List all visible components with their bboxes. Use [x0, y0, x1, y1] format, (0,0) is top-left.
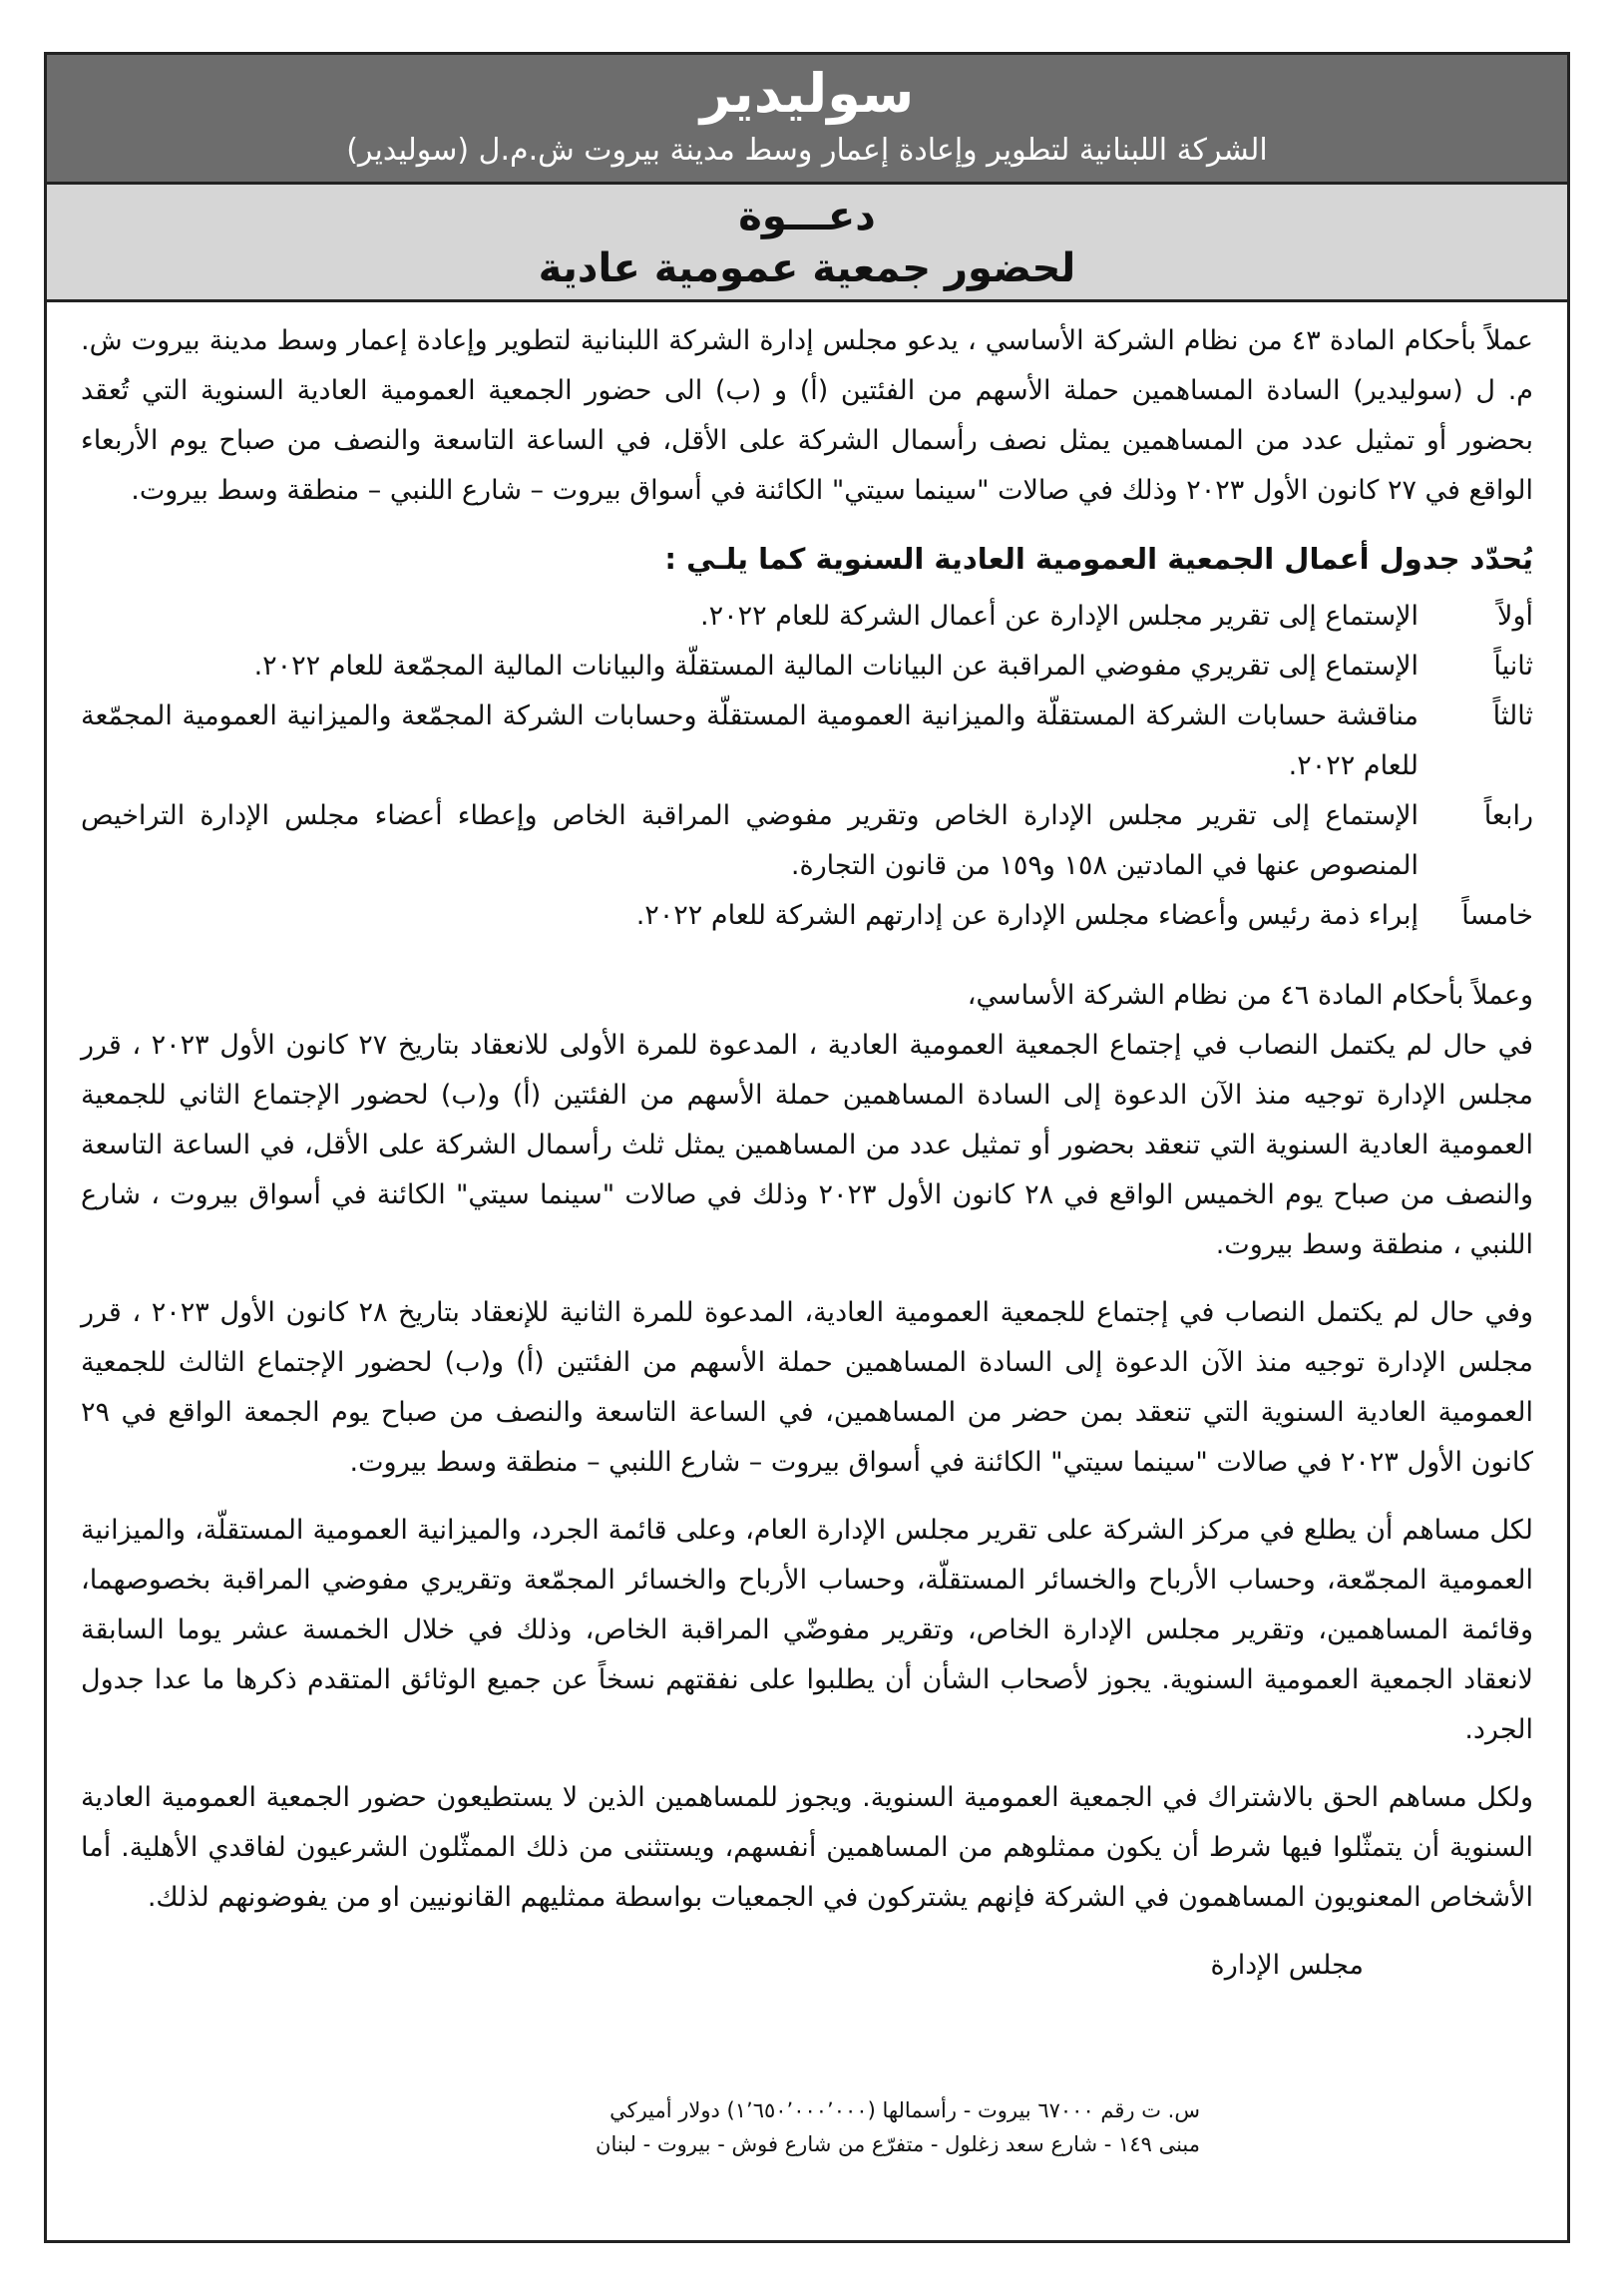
agenda-item-number: خامساً: [1461, 900, 1533, 931]
footer-address: مبنى ١٤٩ - شارع سعد زغلول - متفرّع من شارع فوش - بيروت - لبنان: [596, 2132, 1200, 2156]
company-logo: سوليدير: [699, 62, 915, 125]
agenda-item: [81, 891, 1533, 941]
title-band: [47, 185, 1567, 302]
footer-info: [596, 2093, 1200, 2161]
agenda-item: [81, 691, 1533, 791]
footer-registration: س. ت رقم ٦٧٠٠٠ بيروت - رأسمالها (١٬٦٥٠٬٠٠٠٬٠٠٠) دولار أميركي: [609, 2098, 1200, 2122]
agenda-item-text: الإستماع إلى تقرير مجلس الإدارة عن أعمال الشركة للعام ٢٠٢٢.: [700, 601, 1418, 632]
agenda-item-number: ثانياً: [1493, 651, 1533, 682]
notice-body: [47, 302, 1567, 1991]
documents-paragraph: لكل مساهم أن يطلع في مركز الشركة على تقرير مجلس الإدارة العام، وعلى قائمة الجرد، والميزانية العمومية المستقلّة، والميزانية العمومية المجمّعة، وحساب الأرباح والخسائر المستقلّة، وحساب الأرباح والخسائر المجمّعة وتقريري مفوضي المراقبة بخصوصهما، وقائمة المساهمين، وتقرير مجلس الإدارة الخاص، وتقرير مفوضّي المراقبة الخاص، وذلك في خلال الخمسة عشر يوما السابقة لانعقاد الجمعية العمومية السنوية. يجوز لأصحاب الشأن أن يطلبوا على نفقتهم نسخاً عن جميع الوثائق المتقدم ذكرها ما عدا جدول الجرد.: [81, 1515, 1533, 1745]
agenda-item-text: مناقشة حسابات الشركة المستقلّة والميزانية العمومية المستقلّة وحسابات الشركة المجمّعة والميزانية العمومية المجمّعة للعام ٢٠٢٢.: [81, 700, 1418, 781]
second-meeting-paragraph: في حال لم يكتمل النصاب في إجتماع الجمعية العمومية العادية ، المدعوة للمرة الأولى للانعقاد بتاريخ ٢٧ كانون الأول ٢٠٢٣ ، قرر مجلس الإدارة توجيه منذ الآن الدعوة إلى السادة المساهمين حملة الأسهم من الفئتين (أ) و(ب) لحضور الإجتماع الثاني للجمعية العمومية العادية السنوية التي تنعقد بحضور أو تمثيل عدد من المساهمين يمثل ثلث رأسمال الشركة على الأقل، في الساعة التاسعة والنصف من صباح يوم الخميس الواقع في ٢٨ كانون الأول ٢٠٢٣ وذلك في صالات "سينما سيتي" الكائنة في أسواق بيروت ، شارع اللنبي ، منطقة وسط بيروت.: [81, 1030, 1533, 1260]
participation-paragraph: ولكل مساهم الحق بالاشتراك في الجمعية العمومية السنوية. ويجوز للمساهمين الذين لا يستطيعون حضور الجمعية العمومية العادية السنوية أن يتمثّلوا فيها شرط أن يكون ممثلوهم من المساهمين أنفسهم، ويستثنى من ذلك الممثّلون الشرعيون لفاقدي الأهلية. أما الأشخاص المعنويون المساهمون في الشركة فإنهم يشتركون في الجمعيات بواسطة ممثليهم القانونيين او من يفوضونهم لذلك.: [81, 1782, 1533, 1913]
header-band: [47, 55, 1567, 185]
notice-subtitle: لحضور جمعية عمومية عادية: [538, 245, 1076, 291]
agenda-heading: يُحدّد جدول أعمال الجمعية العمومية العادية السنوية كما يلـي :: [664, 542, 1533, 576]
agenda-item-number: ثالثاً: [1492, 700, 1533, 731]
company-name: الشركة اللبنانية لتطوير وإعادة إعمار وسط مدينة بيروت ش.م.ل (سوليدير): [346, 133, 1268, 168]
agenda-item: [81, 791, 1533, 891]
agenda-item-number: أولاً: [1497, 601, 1533, 632]
agenda-item-text: الإستماع إلى تقريري مفوضي المراقبة عن البيانات المالية المستقلّة والبيانات المالية المجمّعة للعام ٢٠٢٢.: [253, 651, 1418, 682]
third-meeting-paragraph: وفي حال لم يكتمل النصاب في إجتماع للجمعية العمومية العادية، المدعوة للمرة الثانية للإنعقاد بتاريخ ٢٨ كانون الأول ٢٠٢٣ ، قرر مجلس الإدارة توجيه منذ الآن الدعوة إلى السادة المساهمين حملة الأسهم من الفئتين (أ) و(ب) لحضور الإجتماع الثالث للجمعية العمومية العادية السنوية التي تنعقد بمن حضر من المساهمين، في الساعة التاسعة والنصف من صباح يوم الجمعة الواقع في ٢٩ كانون الأول ٢٠٢٣ في صالات "سينما سيتي" الكائنة في أسواق بيروت – شارع اللنبي – منطقة وسط بيروت.: [81, 1297, 1534, 1478]
intro-paragraph: عملاً بأحكام المادة ٤٣ من نظام الشركة الأساسي ، يدعو مجلس إدارة الشركة اللبنانية لتطوير وإعادة إعمار وسط مدينة بيروت ش. م. ل (سوليدير) السادة المساهمين حملة الأسهم من الفئتين (أ) و (ب) الى حضور الجمعية العمومية العادية السنوية التي تُعقد بحضور أو تمثيل عدد من المساهمين يمثل نصف رأسمال الشركة على الأقل، في الساعة التاسعة والنصف من صباح يوم الأربعاء الواقع في ٢٧ كانون الأول ٢٠٢٣ وذلك في صالات "سينما سيتي" الكائنة في أسواق بيروت – شارع اللنبي – منطقة وسط بيروت.: [81, 325, 1533, 506]
article-46-line: وعملاً بأحكام المادة ٤٦ من نظام الشركة الأساسي،: [967, 980, 1533, 1011]
signature: مجلس الإدارة: [1210, 1950, 1364, 1981]
agenda-item-number: رابعاً: [1483, 800, 1533, 831]
agenda-item: [81, 592, 1533, 642]
notice-title: دعـــوة: [738, 194, 876, 239]
agenda-item-text: الإستماع إلى تقرير مجلس الإدارة الخاص وتقرير مفوضي المراقبة الخاص وإعطاء أعضاء مجلس الإدارة التراخيص المنصوص عنها في المادتين ١٥٨ و١٥٩ من قانون التجارة.: [81, 800, 1418, 881]
agenda-item-text: إبراء ذمة رئيس وأعضاء مجلس الإدارة عن إدارتهم الشركة للعام ٢٠٢٢.: [635, 900, 1418, 931]
notice-frame: [44, 52, 1570, 2243]
agenda-list: [81, 592, 1533, 941]
agenda-item: [81, 642, 1533, 691]
